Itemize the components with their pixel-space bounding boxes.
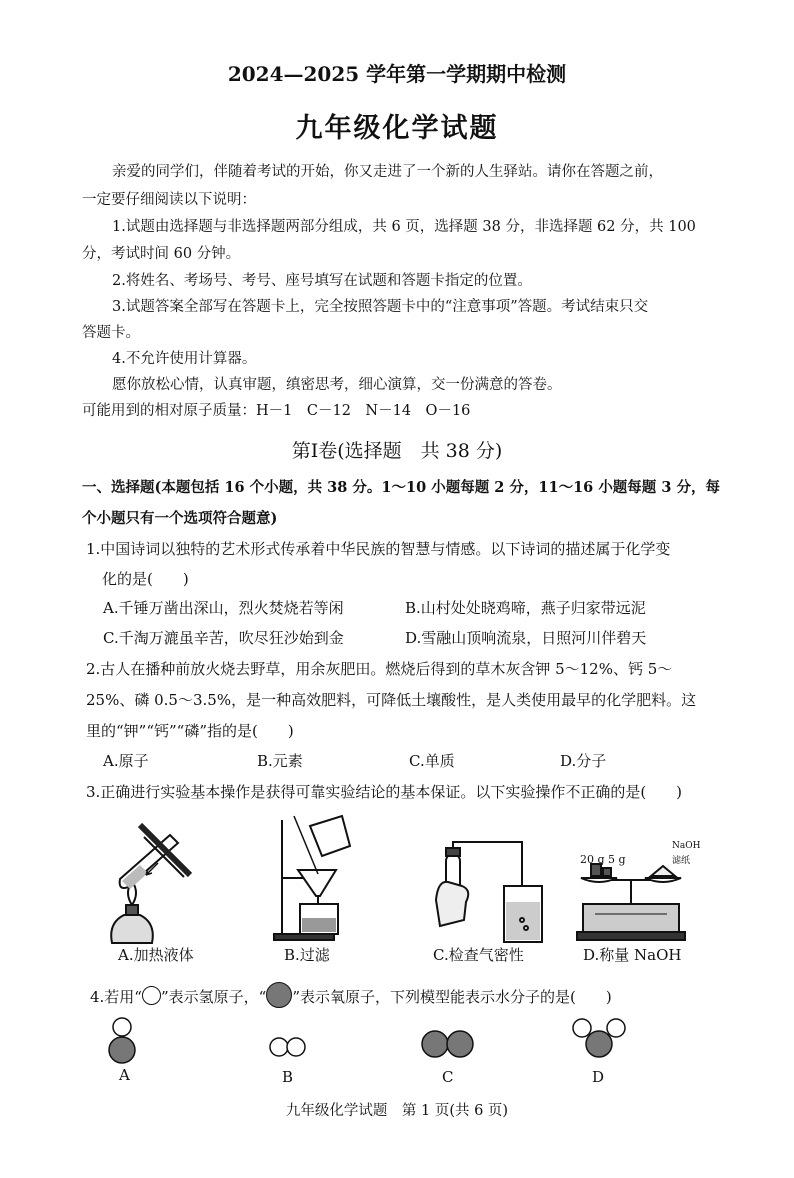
option-a: A.千锤万凿出深山，烈火焚烧若等闲 [103,599,344,617]
q4-stem-post: ”表示氧原子，下列模型能表示水分子的是( ) [292,988,612,1006]
rule-item: 答题卡。 [82,325,140,341]
question-stem: 2.古人在播种前放火烧去野草，用余灰肥田。燃烧后得到的草木灰含钾 5～12%、钙 5～ [86,660,673,678]
balance-naoh-tag: NaOH [672,841,701,851]
option-d: D.分子 [560,752,607,770]
option-b: B.元素 [257,752,303,770]
option-b: B.过滤 [284,946,330,964]
heating-liquid-figure [100,815,210,945]
model-label-b: B [282,1068,294,1086]
molecule-model-b [268,1036,308,1058]
option-d: D.称量 NaOH [583,946,682,964]
section-title: 第Ⅰ卷(选择题 共 38 分) [291,440,503,462]
airtightness-figure [430,840,550,944]
molecule-model-d [571,1016,627,1060]
option-b: B.山村处处晓鸡啼，燕子归家带远泥 [405,599,646,617]
question-stem: 化的是( ) [102,570,189,588]
option-a: A.原子 [103,752,149,770]
exam-subject-title: 九年级化学试题 [295,113,499,144]
model-label-c: C [442,1068,454,1086]
section-instructions: 个小题只有一个选项符合题意) [82,510,278,527]
option-d: D.雪融山顶响流泉，日照河川伴碧天 [405,629,647,647]
model-label-a: A [119,1066,130,1084]
atomic-mass-line: 可能用到的相对原子质量：H－1 C－12 N－14 O－16 [82,403,471,419]
question-stem: 3.正确进行实验基本操作是获得可靠实验结论的基本保证。以下实验操作不正确的是( ) [86,783,683,801]
rule-item: 2.将姓名、考场号、考号、座号填写在试题和答题卡指定的位置。 [112,273,532,289]
question-stem: 25%、磷 0.5～3.5%，是一种高效肥料，可降低土壤酸性，是人类使用最早的化学肥料。这 [86,691,697,709]
q4-stem-pre: 4.若用“ [90,988,142,1006]
option-a: A.加热液体 [118,946,194,964]
rule-item: 1.试题由选择题与非选择题两部分组成，共 6 页，选择题 38 分，非选择题 62 分，共 100 [112,219,696,235]
molecule-model-a [106,1016,138,1066]
rule-item: 分，考试时间 60 分钟。 [82,246,241,262]
oxygen-atom-icon [266,982,292,1008]
molecule-model-c [420,1028,476,1060]
hydrogen-atom-icon [142,986,161,1005]
intro-line: 亲爱的同学们，伴随着考试的开始，你又走进了一个新的人生驿站。请你在答题之前， [112,164,663,180]
balance-weights-label: 20 g 5 g [580,853,626,866]
question-stem: 1.中国诗词以独特的艺术形式传承着中华民族的智慧与情感。以下诗词的描述属于化学变 [86,540,671,558]
wish-line: 愿你放松心情，认真审题，缜密思考，细心演算，交一份满意的答卷。 [112,377,562,393]
option-c: C.千淘万漉虽辛苦，吹尽狂沙始到金 [103,629,344,647]
page-footer: 九年级化学试题 第 1 页(共 6 页) [285,1103,509,1119]
filtration-figure [270,812,360,942]
q4-stem-mid: ”表示氢原子，“ [160,988,267,1006]
question-stem [90,982,612,1008]
intro-line: 一定要仔细阅读以下说明： [82,192,256,208]
question-stem: 里的“钾”“钙”“磷”指的是( ) [86,722,294,740]
exam-term-title: 2024—2025 学年第一学期期中检测 [227,62,567,86]
rule-item: 4.不允许使用计算器。 [112,351,257,367]
rule-item: 3.试题答案全部写在答题卡上，完全按照答题卡中的“注意事项”答题。考试结束只交 [112,299,649,315]
section-instructions: 一、选择题(本题包括 16 个小题，共 38 分。1～10 小题每题 2 分，11～16 小题每题 3 分，每 [82,479,720,496]
option-c: C.单质 [409,752,455,770]
option-c: C.检查气密性 [433,946,524,964]
model-label-d: D [592,1068,605,1086]
balance-filter-tag: 滤纸 [672,856,691,866]
